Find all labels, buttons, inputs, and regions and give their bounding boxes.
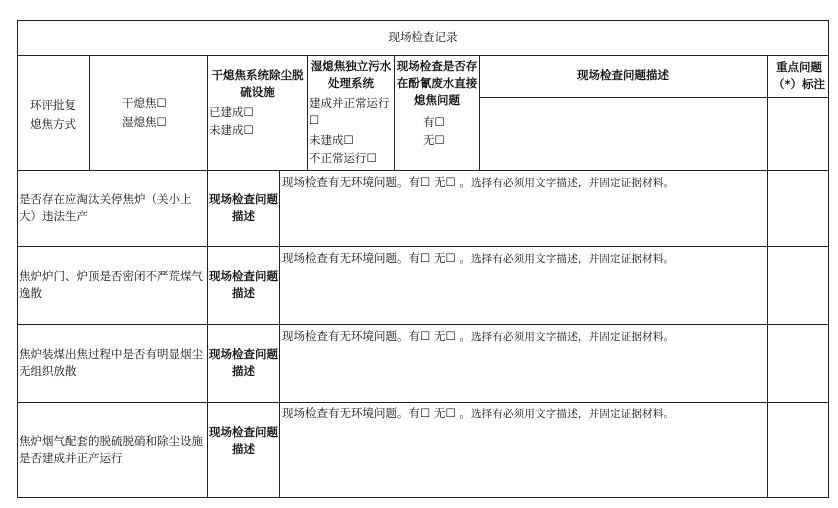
desc-label-4: 现场检查问题描述 xyxy=(209,425,278,456)
phenol-yes-option[interactable]: 有☐ xyxy=(423,115,445,129)
table-title: 现场检查记录 xyxy=(388,30,458,44)
desc-label-1: 现场检查问题描述 xyxy=(209,192,278,223)
question-4: 焦炉烟气配套的脱硫脱硝和除尘设施是否建成并正产运行 xyxy=(19,434,203,465)
question-1: 是否存在应淘汰关停焦炉（关小上大）违法生产 xyxy=(19,192,192,223)
header-key-field[interactable] xyxy=(769,98,827,170)
check-text-4: 现场检查有无环境问题。有☐ 无☐ 。 xyxy=(282,406,471,420)
header-desc-field[interactable] xyxy=(480,98,766,170)
question-3: 焦炉装煤出焦过程中是否有明显烟尘无组织放散 xyxy=(19,347,203,378)
desc-label-2: 现场检查问题描述 xyxy=(209,269,278,300)
note-4: 选择有必须用文字描述，并固定证据材料。 xyxy=(470,408,675,420)
water-running-option[interactable]: 建成并正常运行☐ xyxy=(309,96,390,127)
check-line-3[interactable] xyxy=(282,328,674,346)
key-issue-title: 重点问题（*）标注 xyxy=(772,60,825,91)
check-line-2[interactable] xyxy=(282,250,674,268)
water-abnormal-option[interactable]: 不正常运行☐ xyxy=(309,151,377,165)
note-2: 选择有必须用文字描述，并固定证据材料。 xyxy=(470,253,675,265)
check-text-2: 现场检查有无环境问题。有☐ 无☐ 。 xyxy=(282,251,471,265)
wet-quench-option[interactable]: 湿熄焦☐ xyxy=(122,115,167,129)
water-system-title: 湿熄焦独立污水处理系统 xyxy=(310,59,392,90)
note-3: 选择有必须用文字描述，并固定证据材料。 xyxy=(470,331,675,343)
water-not-built-option[interactable]: 未建成☐ xyxy=(309,133,354,147)
key-field-1[interactable] xyxy=(769,171,827,245)
phenol-check-title: 现场检查是否存在酚氰废水直接熄焦问题 xyxy=(396,59,478,107)
check-text-3: 现场检查有无环境问题。有☐ 无☐ 。 xyxy=(282,329,471,343)
method-label: 环评批复熄焦方式 xyxy=(30,98,76,131)
dry-quench-option[interactable]: 干熄焦☐ xyxy=(122,96,167,110)
note-1: 选择有必须用文字描述，并固定证据材料。 xyxy=(470,177,675,189)
dust-not-built-option[interactable]: 未建成☐ xyxy=(209,123,254,137)
dust-facility-title: 干熄焦系统除尘脱硫设施 xyxy=(211,68,304,99)
key-field-4[interactable] xyxy=(769,403,827,496)
dust-built-option[interactable]: 已建成☐ xyxy=(209,105,254,119)
check-line-1[interactable] xyxy=(282,174,674,192)
key-field-2[interactable] xyxy=(769,247,827,323)
question-2: 焦炉炉门、炉顶是否密闭不严荒煤气逸散 xyxy=(19,269,203,300)
desc-label-3: 现场检查问题描述 xyxy=(209,347,278,378)
desc-column-title: 现场检查问题描述 xyxy=(577,68,669,82)
key-field-3[interactable] xyxy=(769,325,827,401)
phenol-no-option[interactable]: 无☐ xyxy=(423,133,445,147)
check-line-4[interactable] xyxy=(282,405,674,423)
check-text-1: 现场检查有无环境问题。有☐ 无☐ 。 xyxy=(282,175,471,189)
